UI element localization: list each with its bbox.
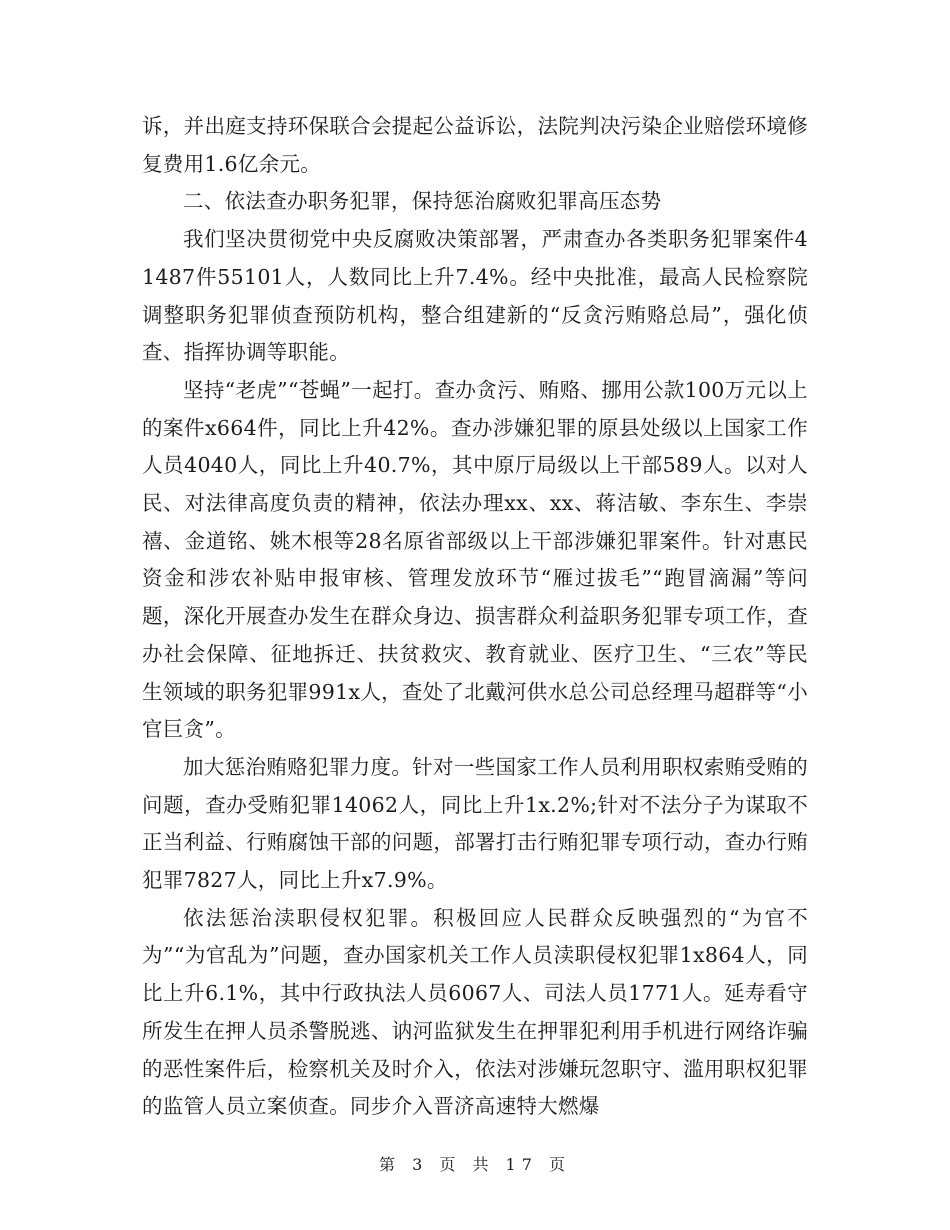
paragraph-1: 诉，并出庭支持环保联合会提起公益诉讼，法院判决污染企业赔偿环境修复费用1.6亿余元。 (142, 114, 808, 176)
paragraph-4: 坚持“老虎”“苍蝇”一起打。查办贪污、贿赂、挪用公款100万元以上的案件x664件，同比上升42%。查办涉嫌犯罪的原县处级以上国家工作人员4040人，同比上升40.7%，其中原厅局级以上干部589人。以对人民、对法律高度负责的精神，依法办理xx、xx、蒋洁敏、李东生、李崇禧、金道铭、姚木根等28名原省部级以上干部涉嫌犯罪案件。针对惠民资金和涉农补贴申报审核、管理发放环节“雁过拔毛”“跑冒滴漏”等问题，深化开展查办发生在群众身边、损害群众利益职务犯罪专项工作，查办社会保障、征地拆迁、扶贫救灾、教育就业、医疗卫生、“三农”等民生领域的职务犯罪991x人，查处了北戴河供水总公司总经理马超群等“小官巨贪”。 (142, 377, 808, 742)
document-body (142, 108, 808, 1126)
paragraph-6: 依法惩治渎职侵权犯罪。积极回应人民群众反映强烈的“为官不为”“为官乱为”问题，查办国家机关工作人员渎职侵权犯罪1x864人，同比上升6.1%，其中行政执法人员6067人、司法人员1771人。延寿看守所发生在押人员杀警脱逃、讷河监狱发生在押罪犯利用手机进行网络诈骗的恶性案件后，检察机关及时介入，依法对涉嫌玩忽职守、滥用职权犯罪的监管人员立案侦查。同步介入晋济高速特大燃爆 (142, 905, 808, 1119)
paragraph-5: 加大惩治贿赂犯罪力度。针对一些国家工作人员利用职权索贿受贿的问题，查办受贿犯罪14062人，同比上升1x.2%;针对不法分子为谋取不正当利益、行贿腐蚀干部的问题，部署打击行贿犯罪专项行动，查办行贿犯罪7827人，同比上升x7.9%。 (142, 754, 808, 893)
section-heading: 二、依法查办职务犯罪，保持惩治腐败犯罪高压态势 (183, 189, 662, 214)
paragraph-3: 我们坚决贯彻党中央反腐败决策部署，严肃查办各类职务犯罪案件41487件55101人，人数同比上升7.4%。经中央批准，最高人民检察院调整职务犯罪侦查预防机构，整合组建新的“反贪污贿赂总局”，强化侦查、指挥协调等职能。 (142, 227, 808, 365)
page-footer: 第 3 页 共 17 页 (379, 1155, 571, 1174)
